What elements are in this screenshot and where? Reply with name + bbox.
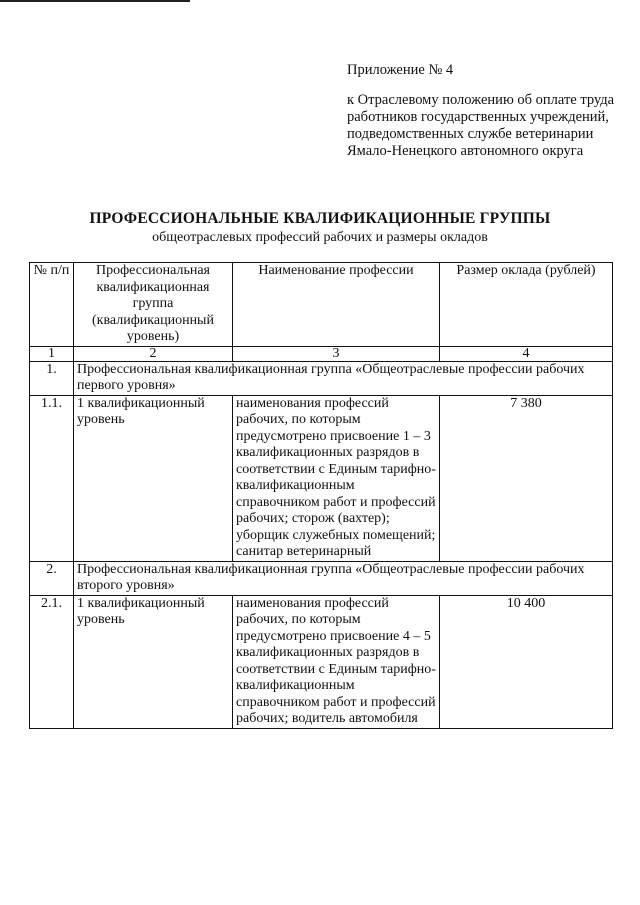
salary-table	[29, 262, 613, 729]
header-group: Профессиональная квалификационная группа (квалификационный уровень)	[74, 263, 233, 347]
appendix-block	[347, 62, 617, 160]
group-name: Профессиональная квалификационная группа «Общеотраслевые профессии рабочих первого уровня»	[74, 361, 613, 395]
salary-value: 7 380	[440, 395, 613, 561]
header-profession: Наименование профессии	[233, 263, 440, 347]
document-subtitle: общеотраслевых профессий рабочих и размеры окладов	[152, 230, 488, 245]
column-number: 2	[74, 346, 233, 361]
appendix-text: к Отраслевому положению об оплате труда работников государственных учреждений, подведомственных службе ветеринарии Ямало-Ненецкого автономного округа	[347, 92, 615, 159]
table-header-row	[30, 263, 613, 347]
header-salary: Размер оклада (рублей)	[440, 263, 613, 347]
qualification-level: 1 квалификационный уровень	[74, 595, 233, 728]
top-rule	[0, 0, 190, 2]
table-row	[30, 395, 613, 561]
group-row	[30, 561, 613, 595]
document-title: ПРОФЕССИОНАЛЬНЫЕ КВАЛИФИКАЦИОННЫЕ ГРУППЫ	[89, 210, 551, 227]
group-name: Профессиональная квалификационная группа «Общеотраслевые профессии рабочих второго уровня»	[74, 561, 613, 595]
table-row	[30, 595, 613, 728]
row-number: 1.1.	[30, 395, 74, 561]
column-number: 1	[30, 346, 74, 361]
profession-names: наименования профессий рабочих, по которым предусмотрено присвоение 1 – 3 квалификационных разрядов в соответствии с Единым тарифно-квалификационным справочником работ и профессий рабочих; сторож (вахтер); уборщик служебных помещений; санитар ветеринарный	[233, 395, 440, 561]
profession-names: наименования профессий рабочих, по которым предусмотрено присвоение 4 – 5 квалификационных разрядов в соответствии с Единым тарифно-квалификационным справочником работ и профессий рабочих; водитель автомобиля	[233, 595, 440, 728]
column-number: 3	[233, 346, 440, 361]
column-number: 4	[440, 346, 613, 361]
row-number: 2.1.	[30, 595, 74, 728]
header-number: № п/п	[30, 263, 74, 347]
qualification-level: 1 квалификационный уровень	[74, 395, 233, 561]
group-number: 2.	[30, 561, 74, 595]
column-number-row	[30, 346, 613, 361]
group-row	[30, 361, 613, 395]
salary-value: 10 400	[440, 595, 613, 728]
appendix-number: Приложение № 4	[347, 62, 454, 78]
group-number: 1.	[30, 361, 74, 395]
